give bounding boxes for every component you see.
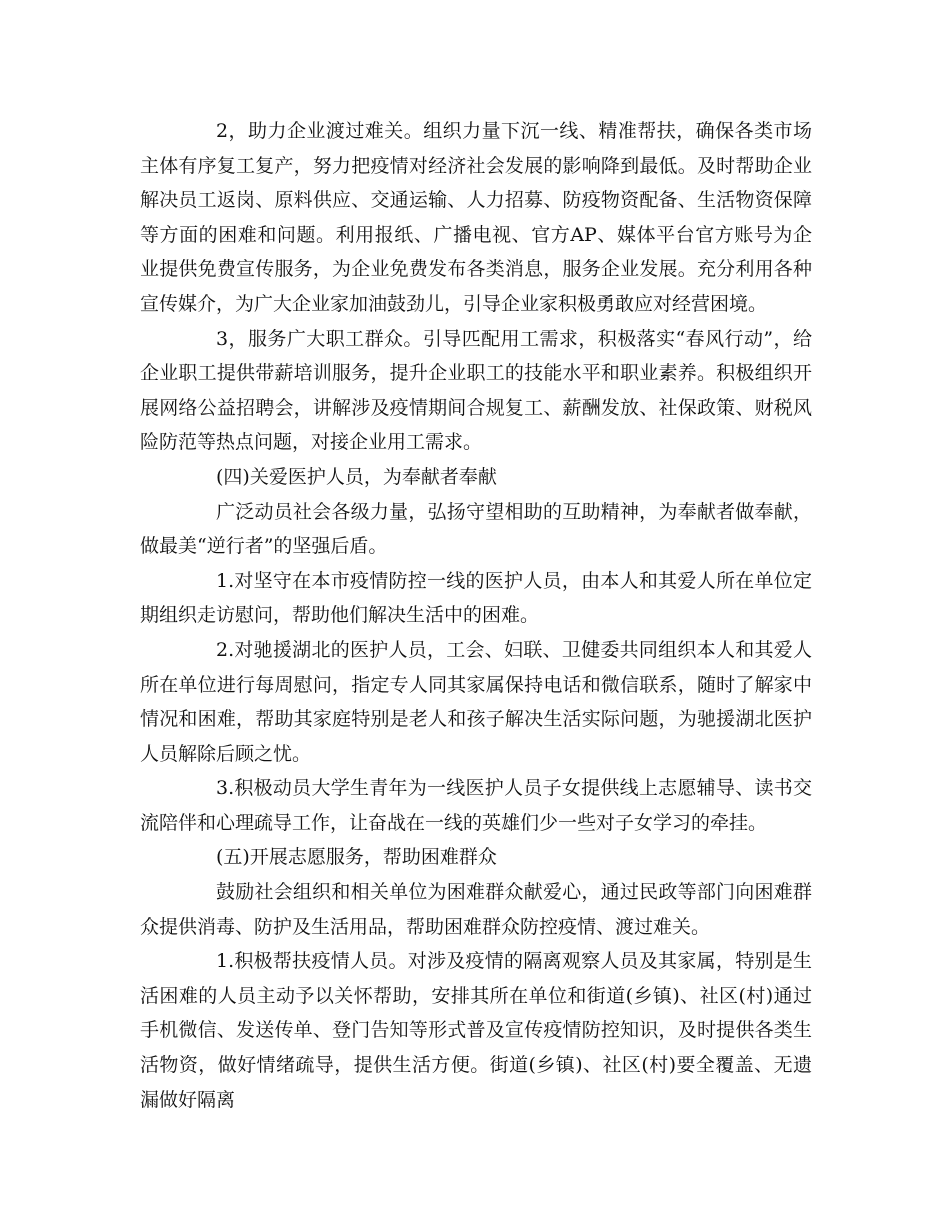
section-heading-medical-staff: (四)关爱医护人员，为奉献者奉献	[216, 465, 497, 488]
paragraph-help-affected-people: 1.积极帮扶疫情人员。对涉及疫情的隔离观察人员及其家属，特别是生活困难的人员主动予以关怀帮助，安排其所在单位和街道(乡镇)、社区(村)通过手机微信、发送传单、登门告知等形式普及宣传疫情防控知识，及时提供各类生活物资，做好情绪疏导，提供生活方便。街道(乡镇)、社区(村)要全覆盖、无遗漏做好隔离	[140, 950, 812, 1111]
section-heading-volunteer-service: (五)开展志愿服务，帮助困难群众	[216, 846, 497, 869]
paragraph-mobilize-forces: 广泛动员社会各级力量，弘扬守望相助的互助精神，为奉献者做奉献，做最美“逆行者”的坚强后盾。	[140, 500, 812, 558]
paragraph-student-volunteers: 3.积极动员大学生青年为一线医护人员子女提供线上志愿辅导、读书交流陪伴和心理疏导工作，让奋战在一线的英雄们少一些对子女学习的牵挂。	[140, 777, 812, 834]
paragraph-hubei-medical-staff: 2.对驰援湖北的医护人员，工会、妇联、卫健委共同组织本人和其爱人所在单位进行每周慰问，指定专人同其家属保持电话和微信联系，随时了解家中情况和困难，帮助其家庭特别是老人和孩子解决生活实际问题，为驰援湖北医护人员解除后顾之忧。	[140, 638, 812, 765]
paragraph-local-medical-staff: 1.对坚守在本市疫情防控一线的医护人员，由本人和其爱人所在单位定期组织走访慰问，帮助他们解决生活中的困难。	[140, 569, 812, 627]
paragraph-encourage-organizations: 鼓励社会组织和相关单位为困难群众献爱心，通过民政等部门向困难群众提供消毒、防护及生活用品，帮助困难群众防控疫情、渡过难关。	[140, 881, 812, 938]
document-body	[140, 114, 812, 1117]
paragraph-support-enterprises: 2，助力企业渡过难关。组织力量下沉一线、精准帮扶，确保各类市场主体有序复工复产，努力把疫情对经济社会发展的影响降到最低。及时帮助企业解决员工返岗、原料供应、交通运输、人力招募、防疫物资配备、生活物资保障等方面的困难和问题。利用报纸、广播电视、官方AP、媒体平台官方账号为企业提供免费宣传服务，为企业免费发布各类消息，服务企业发展。充分利用各种宣传媒介，为广大企业家加油鼓劲儿，引导企业家积极勇敢应对经营困境。	[140, 120, 812, 315]
paragraph-serve-workers: 3，服务广大职工群众。引导匹配用工需求，积极落实“春风行动”，给企业职工提供带薪培训服务，提升企业职工的技能水平和职业素养。积极组织开展网络公益招聘会，讲解涉及疫情期间合规复工、薪酬发放、社保政策、财税风险防范等热点问题，对接企业用工需求。	[140, 327, 812, 454]
